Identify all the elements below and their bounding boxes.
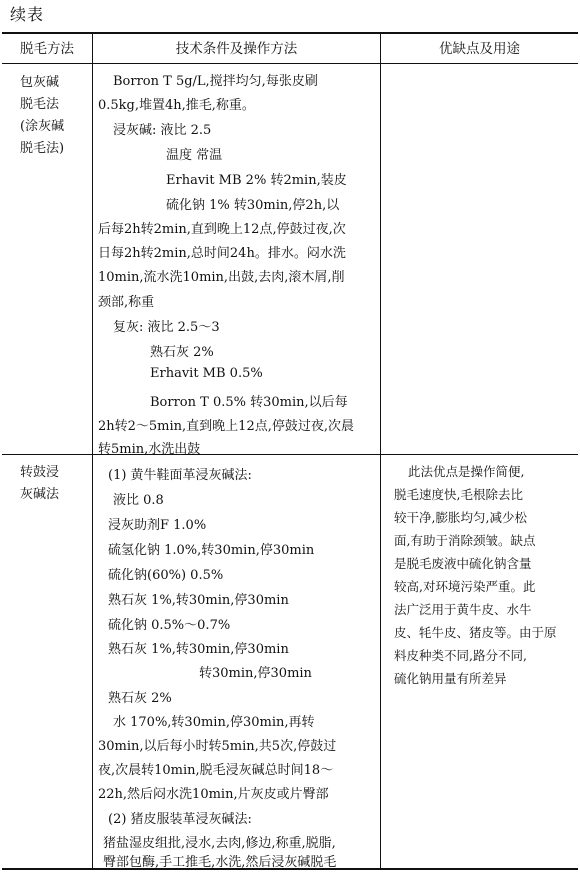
row1-method-line: 脱毛法) (20, 141, 65, 156)
procedure-line: Borron T 0.5% 转30min,以后每 (150, 395, 348, 410)
advantages-line: 是脱毛废液中硫化钠含量 (394, 556, 532, 571)
procedure-line: Erhavit MB 0.5% (150, 366, 263, 381)
procedure-line: 10min,流水洗10min,出鼓,去肉,滚木屑,削 (98, 270, 345, 285)
procedure-line: 转30min,停30min (199, 666, 312, 681)
procedure-line: 熟石灰 1%,转30min,停30min (108, 593, 289, 608)
advantages-line: 面,有助于消除颈皱。缺点 (394, 533, 536, 548)
procedure-line: 熟石灰 2% (150, 345, 214, 360)
procedure-line: 浸灰助剂F 1.0% (108, 518, 207, 533)
table-top-border (2, 32, 578, 34)
advantages-line: 皮、牦牛皮、猪皮等。由于原 (394, 625, 557, 640)
advantages-line: 法广泛用于黄牛皮、水牛 (394, 602, 532, 617)
row2-method (20, 462, 59, 506)
procedure-line: 硫化钠 0.5%～0.7% (108, 618, 231, 633)
header-advantages: 优缺点及用途 (439, 41, 520, 57)
procedure-line: 后每2h转2min,直到晚上12点,停鼓过夜,次 (98, 222, 346, 237)
procedure-line: 0.5kg,堆置4h,推毛,称重。 (98, 98, 255, 113)
procedure-line: 臀部包酶,手工推毛,水洗,然后浸灰碱脱毛 (103, 855, 337, 870)
procedure-line: 夜,次晨转10min,脱毛浸灰碱总时间18～ (98, 763, 334, 778)
row1-method (20, 72, 64, 160)
procedure-line: (1) 黄牛鞋面革浸灰碱法: (108, 468, 252, 483)
row2-advantages (394, 460, 576, 690)
procedure-line: (2) 猪皮服装革浸灰碱法: (108, 812, 252, 827)
procedure-line: 硫化钠(60%) 0.5% (108, 568, 224, 583)
row1-method-line: 脱毛法 (20, 97, 60, 112)
procedure-line: 猪盐湿皮组批,浸水,去肉,修边,称重,脱脂, (103, 836, 336, 851)
table-caption: 续表 (10, 5, 45, 24)
column-divider-1 (92, 33, 93, 869)
row2-method-line: 灰碱法 (20, 487, 60, 502)
row1-method-line: (涂灰碱 (20, 119, 65, 134)
advantages-line: 料皮种类不同,路分不同, (394, 648, 527, 663)
row-divider (2, 454, 578, 455)
procedure-line: 液比 0.8 (113, 493, 164, 508)
procedure-line: 22h,然后闷水洗10min,片灰皮或片臀部 (98, 787, 329, 802)
procedure-line: 2h转2～5min,直到晚上12点,停鼓过夜,次晨 (98, 419, 354, 434)
procedure-line: 熟石灰 2% (108, 691, 172, 706)
procedure-line: 水 170%,转30min,停30min,再转 (113, 715, 315, 730)
advantages-line: 较干净,膨胀均匀,减少松 (394, 510, 527, 525)
advantages-line: 脱毛速度快,毛根除去比 (394, 487, 523, 502)
procedure-line: 硫氢化钠 1.0%,转30min,停30min (108, 543, 315, 558)
procedure-line: 浸灰碱: 液比 2.5 (113, 123, 212, 138)
header-procedure: 技术条件及操作方法 (175, 41, 298, 57)
procedure-line: 日每2h转2min,总时间24h。排水。闷水洗 (98, 246, 346, 261)
procedure-line: 硫化钠 1% 转30min,停2h,以 (166, 198, 340, 213)
header-method: 脱毛方法 (20, 41, 74, 57)
procedure-line: 熟石灰 1%,转30min,停30min (108, 642, 289, 657)
procedure-line: Borron T 5g/L,搅拌均匀,每张皮刷 (113, 74, 318, 89)
row2-method-line: 转鼓浸 (20, 465, 60, 480)
header-bottom-border (2, 63, 578, 64)
procedure-line: Erhavit MB 2% 转2min,装皮 (166, 173, 347, 188)
procedure-line: 温度 常温 (166, 148, 223, 163)
advantages-line: 此法优点是操作简便, (408, 464, 525, 479)
procedure-line: 30min,以后每小时转5min,共5次,停鼓过 (98, 739, 337, 754)
procedure-line: 转5min,水洗出鼓 (98, 442, 201, 457)
procedure-line: 复灰: 液比 2.5～3 (113, 320, 220, 335)
procedure-line: 颈部,称重 (98, 295, 155, 310)
column-divider-2 (380, 33, 381, 869)
advantages-line: 硫化钠用量有所差异 (394, 671, 507, 686)
advantages-line: 较高,对环境污染严重。此 (394, 579, 536, 594)
row1-method-line: 包灰碱 (20, 75, 60, 90)
